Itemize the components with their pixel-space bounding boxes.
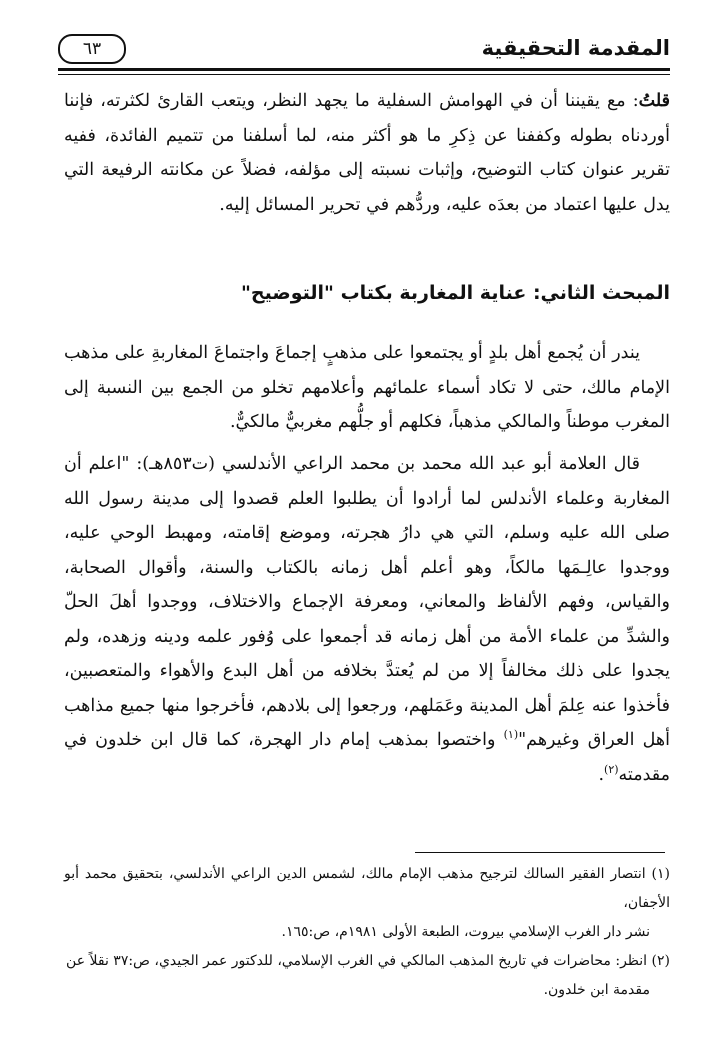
- paragraph-3-text: قال العلامة أبو عبد الله محمد بن محمد الراعي الأندلسي (ت٨٥٣هـ): "اعلم أن المغاربة وعلماء الأندلس لما أرادوا أن يطلبوا العلم قصدوا إلى مدينة رسول الله صلى الله عليه وسلم، التي هي دارُ هجرته، وموضع إقامته، ومهبط الوحي عليه، ووجدوا عالِـمَها مالكاً، وهو أعلم أهل زمانه بالكتاب والسنة، وأقوال الصحابة، والقياس، وفهم الألفاظ والمعاني، ومعرفة الإجماع والاختلاف، ووجدوا أهلَ الحلّ والشدِّ من علماء الأمة من أهل زمانه قد أجمعوا على وُفور علمه ودينه وزهده، ولم يجدوا على ذلك مخالفاً إلا من لم يُعتدَّ بخلافه من أهل البدع والأهواء والمتعصبين، فأخذوا عنه عِلمَ أهل المدينة وعَمَلهم، ورجعوا إلى بلادهم، فأخرجوا منها جميع مذاهب أهل العراق وغيرهم": [64, 454, 671, 750]
- footnote-ref-2[interactable]: (٢): [604, 762, 619, 776]
- paragraph-3: [64, 447, 670, 792]
- paragraph-1: [64, 84, 670, 222]
- footnote-separator: [415, 852, 665, 853]
- footnote-1-line1: (١) انتصار الفقير السالك لترجيح مذهب الإمام مالك، لشمس الدين الراعي الأندلسي، بتحقيق محمد أبو الأجفان،: [64, 866, 670, 911]
- footnote-ref-1[interactable]: (١): [503, 728, 519, 742]
- footnote-2: [64, 947, 670, 1005]
- paragraph-2: يندر أن يُجمع أهل بلدٍ أو يجتمعوا على مذهبٍ إجماعَ واجتماعَ المغاربةِ على مذهب الإمام مالك، حتى لا تكاد أسماء علمائهم وأعلامهم تخلو من الجمع بين النسبة إلى المغرب موطناً والمالكي مذهباً، فكلهم أو جلُّهم مغربيٌّ مالكيٌّ.: [64, 343, 670, 432]
- footnote-2-line2: مقدمة ابن خلدون.: [543, 982, 650, 998]
- paragraph-1-text: : مع يقيننا أن في الهوامش السفلية ما يجهد النظر، ويتعب القارئ لكثرته، فإننا أوردناه بطوله وكففنا عن ذِكرِ ما هو أكثر منه، لما أسلفنا من تتميم الفائدة، ففيه تقرير عنوان كتاب التوضيح، وإثبات نسبته إلى مؤلفه، فضلاً عن مكانته الرفيعة التي يدل عليها اعتماد من بعدَه عليه، وردُّهم في تحرير المسائل إليه.: [64, 91, 670, 215]
- main-text: [64, 0, 670, 850]
- footnotes: [64, 860, 670, 1005]
- footnote-2-line1: (٢) انظر: محاضرات في تاريخ المذهب المالكي في الغرب الإسلامي، للدكتور عمر الجيدي، ص:٣٧ نقلاً عن: [66, 953, 670, 969]
- section-heading: المبحث الثاني: عناية المغاربة بكتاب "التوضيح": [241, 282, 670, 304]
- page-number: ٦٣: [58, 34, 126, 64]
- running-title: المقدمة التحقيقية: [481, 36, 670, 60]
- paragraph-lead-word: قلتُ: [638, 91, 670, 111]
- footnote-1-line2: نشر دار الغرب الإسلامي بيروت، الطبعة الأولى ١٩٨١م، ص:١٦٥.: [281, 924, 650, 940]
- footnote-1: [64, 860, 670, 947]
- paragraph-3-tail: واختصوا بمذهب إمام دار الهجرة، كما قال ابن خلدون في مقدمته: [64, 730, 670, 785]
- paragraph-3-end: .: [598, 764, 605, 785]
